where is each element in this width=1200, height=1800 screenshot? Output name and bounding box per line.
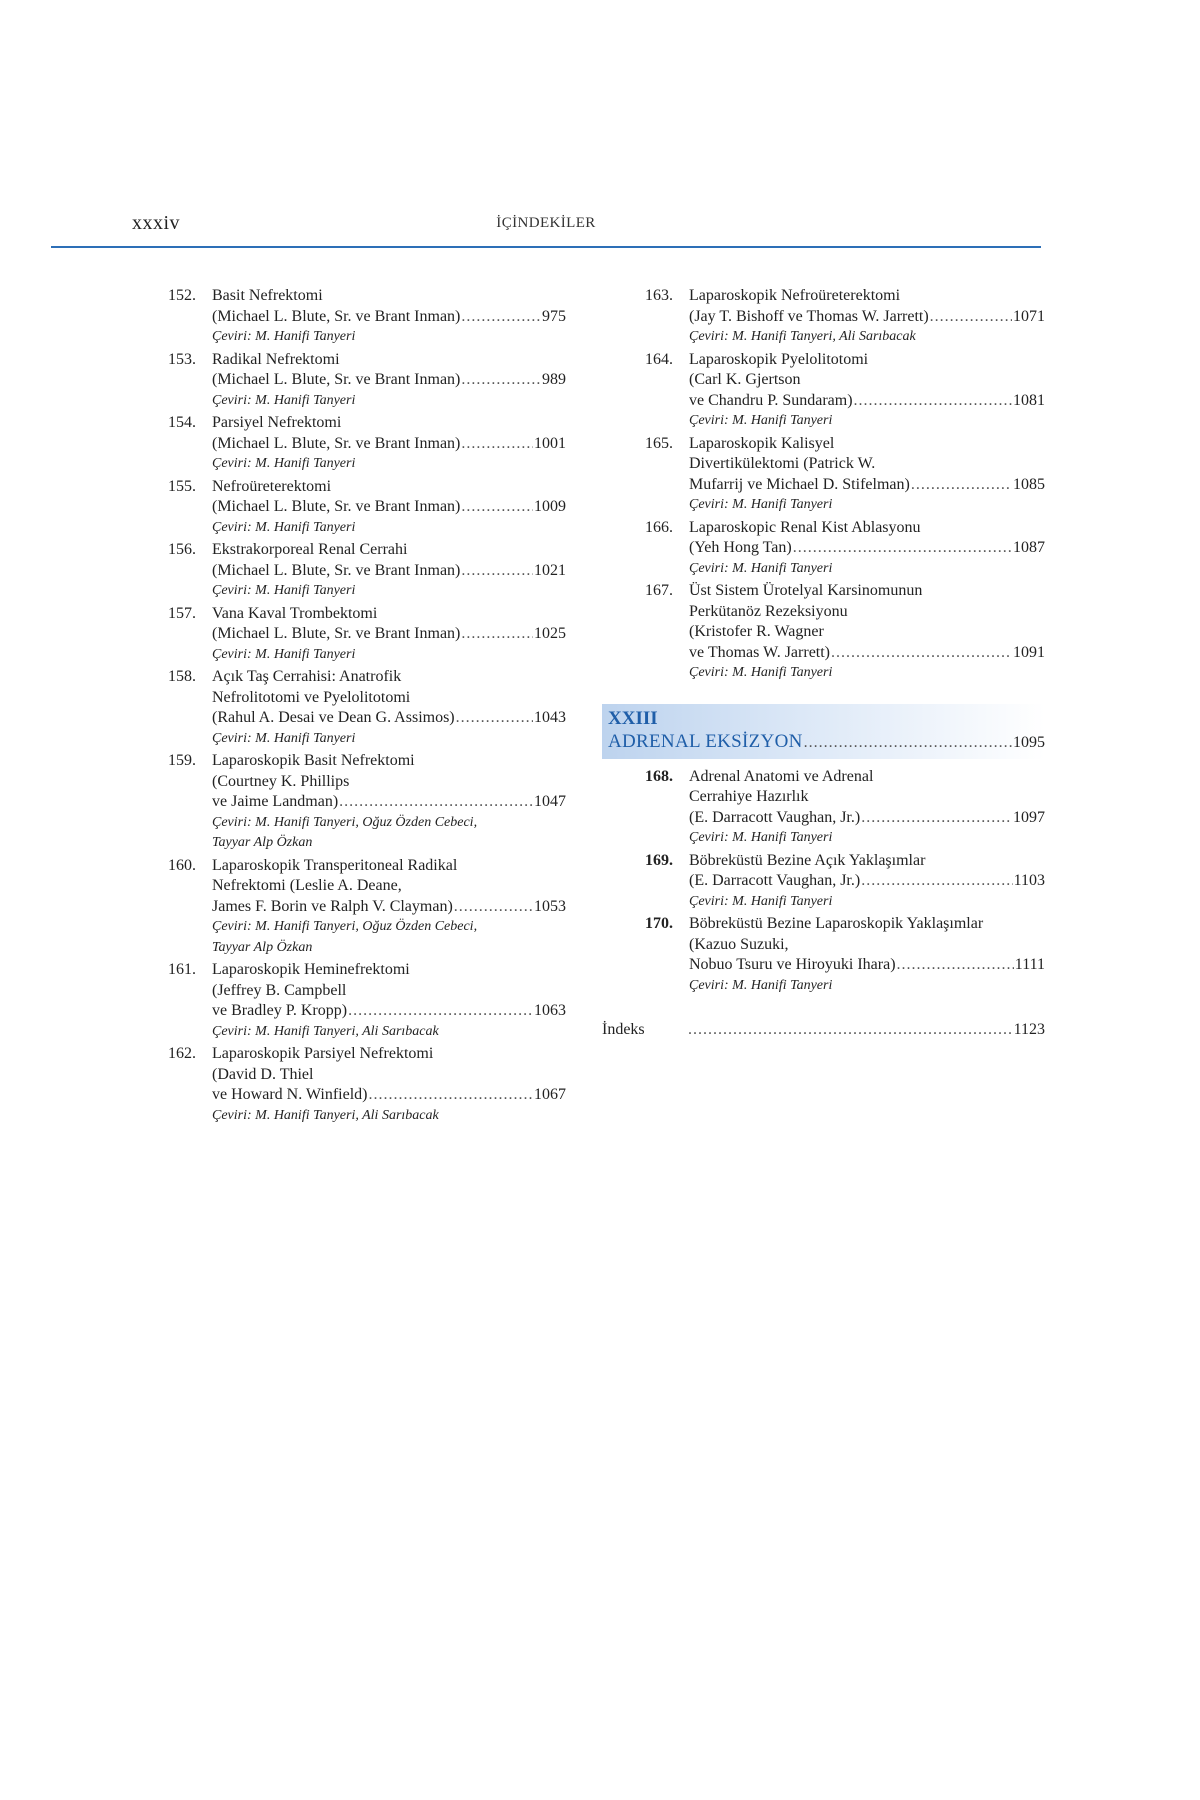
dot-leader [861, 808, 1012, 829]
translator-line: Çeviri: M. Hanifi Tanyeri [212, 456, 356, 471]
chapter-title-line: Laparoskopik Pyelolitotomi [689, 350, 869, 368]
chapter-title-line: Böbreküstü Bezine Laparoskopik Yaklaşımlar [689, 915, 984, 932]
translator-line: Çeviri: M. Hanifi Tanyeri [212, 646, 356, 662]
chapter-title-line: Laparoskopik Heminefrektomi [212, 961, 410, 978]
dot-leader [461, 561, 533, 582]
leader-row [689, 391, 1045, 412]
chapter-page: 1071 [1013, 307, 1045, 325]
chapter-author-text: Nobuo Tsuru ve Hiroyuki Ihara) [689, 956, 896, 973]
chapter-page: 1047 [534, 793, 566, 810]
toc-entry [168, 286, 566, 348]
chapter-number: 161. [168, 961, 196, 978]
translator-line: Çeviri: M. Hanifi Tanyeri [689, 830, 833, 845]
index-row [602, 1020, 1045, 1041]
leader-row [212, 624, 566, 645]
translator-line: Çeviri: M. Hanifi Tanyeri, Oğuz Özden Cebeci, [212, 814, 478, 830]
chapter-page: 1091 [1013, 643, 1045, 661]
chapter-title-line: Divertikülektomi (Patrick W. [689, 455, 876, 472]
part-title: ADRENAL EKSİZYON [608, 730, 803, 752]
chapter-title-line: (David D. Thiel [212, 1065, 314, 1083]
leader-row [212, 434, 566, 455]
running-header [51, 210, 1041, 248]
dot-leader [461, 624, 533, 645]
chapter-page: 989 [542, 371, 566, 388]
chapter-page: 1103 [1013, 872, 1045, 889]
chapter-page: 975 [542, 307, 566, 325]
dot-leader [831, 643, 1012, 664]
chapter-number: 155. [168, 477, 196, 495]
translator-line: Çeviri: M. Hanifi Tanyeri [212, 583, 356, 598]
toc-entry [645, 914, 1045, 996]
chapter-number: 157. [168, 604, 196, 622]
chapter-title-line: Perkütanöz Rezeksiyonu [689, 602, 848, 620]
toc-entry [645, 434, 1045, 516]
toc-entry [645, 851, 1045, 913]
leader-row [689, 808, 1045, 829]
dot-leader [456, 708, 533, 729]
chapter-title-line: Üst Sistem Ürotelyal Karsinomunun [689, 582, 923, 599]
leader-row [212, 561, 566, 582]
toc-entry [168, 604, 566, 666]
chapter-author-text: ve Thomas W. Jarrett) [689, 643, 831, 661]
chapter-page: 1053 [534, 897, 566, 915]
dot-leader [454, 897, 533, 918]
chapter-title-line: Radikal Nefrektomi [212, 350, 340, 368]
chapter-title-line: Ekstrakorporeal Renal Cerrahi [212, 541, 408, 558]
chapter-number: 156. [168, 541, 196, 558]
leader-row [212, 1001, 566, 1022]
leader-row [212, 792, 566, 813]
chapter-author-text: (Yeh Hong Tan) [689, 539, 792, 556]
chapter-number: 170. [645, 915, 673, 932]
chapter-author-text: ve Bradley P. Kropp) [212, 1002, 348, 1019]
toc-entry [168, 667, 566, 749]
chapter-title-line: Basit Nefrektomi [212, 287, 323, 304]
page-number: xxxiv [132, 212, 181, 234]
chapter-number: 169. [645, 851, 673, 869]
chapter-author-text: (Michael L. Blute, Sr. ve Brant Inman) [212, 625, 461, 642]
translator-line: Çeviri: M. Hanifi Tanyeri, Oğuz Özden Cebeci, [212, 919, 478, 934]
chapter-number: 159. [168, 752, 196, 769]
chapter-number: 163. [645, 287, 673, 304]
dot-leader [461, 497, 533, 518]
chapter-number: 168. [645, 767, 673, 785]
toc-part-entries [645, 767, 1045, 997]
chapter-number: 165. [645, 434, 673, 452]
chapter-title-line: Nefrektomi (Leslie A. Deane, [212, 877, 402, 894]
chapter-author-text: (Michael L. Blute, Sr. ve Brant Inman) [212, 434, 461, 452]
chapter-page: 1063 [534, 1002, 566, 1019]
chapter-title-line: Adrenal Anatomi ve Adrenal [689, 767, 874, 785]
leader-row [689, 538, 1045, 559]
translator-line: Çeviri: M. Hanifi Tanyeri, Ali Sarıbacak [212, 1107, 439, 1123]
translator-line: Tayyar Alp Özkan [212, 939, 313, 955]
chapter-author-text: ve Jaime Landman) [212, 793, 339, 810]
chapter-page: 1081 [1013, 391, 1045, 409]
chapter-title-line: Vana Kaval Trombektomi [212, 604, 378, 622]
translator-line: Çeviri: M. Hanifi Tanyeri, Ali Sarıbacak [689, 329, 916, 344]
chapter-title-line: Parsiyel Nefrektomi [212, 414, 342, 431]
toc-entry [168, 960, 566, 1042]
toc-entry [168, 350, 566, 412]
chapter-title-line: (Courtney K. Phillips [212, 772, 350, 790]
leader-row [689, 643, 1045, 664]
chapter-number: 158. [168, 668, 196, 685]
leader-row [212, 307, 566, 328]
translator-line: Tayyar Alp Özkan [212, 835, 313, 850]
chapter-page: 1067 [534, 1086, 566, 1103]
chapter-author-text: (Jay T. Bishoff ve Thomas W. Jarrett) [689, 307, 929, 325]
translator-line: Çeviri: M. Hanifi Tanyeri [689, 977, 833, 993]
toc-entry [168, 751, 566, 854]
translator-line: Çeviri: M. Hanifi Tanyeri [212, 329, 356, 344]
chapter-page: 1001 [534, 434, 566, 452]
chapter-title-line: Laparoskopik Transperitoneal Radikal [212, 856, 458, 874]
translator-line: Çeviri: M. Hanifi Tanyeri, Ali Sarıbacak [212, 1023, 439, 1039]
chapter-author-text: (Rahul A. Desai ve Dean G. Assimos) [212, 709, 455, 726]
translator-line: Çeviri: M. Hanifi Tanyeri [689, 560, 833, 576]
translator-line: Çeviri: M. Hanifi Tanyeri [689, 413, 833, 428]
chapter-title-line: Nefrolitotomi ve Pyelolitotomi [212, 688, 411, 706]
dot-leader [793, 538, 1012, 559]
chapter-number: 164. [645, 350, 673, 368]
chapter-author-text: (Michael L. Blute, Sr. ve Brant Inman) [212, 561, 461, 579]
chapter-author-text: (Michael L. Blute, Sr. ve Brant Inman) [212, 498, 461, 515]
translator-line: Çeviri: M. Hanifi Tanyeri [212, 519, 356, 535]
translator-line: Çeviri: M. Hanifi Tanyeri [689, 893, 833, 909]
part-title-row [608, 730, 1045, 755]
dot-leader [461, 434, 533, 455]
chapter-title-line: Laparoskopik Basit Nefrektomi [212, 752, 415, 769]
chapter-page: 1111 [1014, 956, 1045, 973]
dot-leader [368, 1085, 533, 1106]
running-title: İÇİNDEKİLER [496, 215, 596, 231]
part-page: 1095 [1013, 733, 1045, 751]
chapter-page: 1087 [1013, 539, 1045, 556]
chapter-title-line: (Carl K. Gjertson [689, 371, 801, 388]
translator-line: Çeviri: M. Hanifi Tanyeri [689, 497, 833, 512]
toc-entry [645, 286, 1045, 348]
toc-entry [645, 767, 1045, 849]
chapter-title-line: Böbreküstü Bezine Açık Yaklaşımlar [689, 851, 926, 869]
dot-leader [348, 1001, 533, 1022]
chapter-title-line: Nefroüreterektomi [212, 477, 332, 495]
chapter-page: 1043 [534, 709, 566, 726]
chapter-title-line: Laparoskopik Nefroüreterektomi [689, 287, 901, 304]
chapter-page: 1025 [534, 625, 566, 642]
chapter-page: 1009 [534, 498, 566, 515]
chapter-number: 152. [168, 287, 196, 304]
dot-leader [854, 391, 1012, 412]
part-heading [602, 704, 1045, 759]
leader-row [689, 955, 1045, 976]
chapter-page: 1021 [534, 561, 566, 579]
dot-leader [930, 307, 1012, 328]
translator-line: Çeviri: M. Hanifi Tanyeri [212, 730, 356, 746]
chapter-author-text: (Michael L. Blute, Sr. ve Brant Inman) [212, 307, 461, 325]
dot-leader [688, 1020, 1013, 1041]
chapter-number: 154. [168, 414, 196, 431]
leader-row [212, 370, 566, 391]
chapter-number: 162. [168, 1045, 196, 1062]
chapter-page: 1097 [1013, 808, 1045, 826]
dot-leader [339, 792, 533, 813]
chapter-author-text: (E. Darracott Vaughan, Jr.) [689, 808, 861, 826]
toc-entry [645, 581, 1045, 684]
dot-leader [861, 871, 1012, 892]
dot-leader [461, 307, 541, 328]
dot-leader [461, 370, 541, 391]
chapter-title-line: Laparoskopik Kalisyel [689, 434, 835, 452]
index-page: 1123 [1013, 1021, 1045, 1038]
index-label: İndeks [602, 1021, 645, 1038]
part-number: XXIII [608, 707, 658, 729]
leader-row [689, 307, 1045, 328]
toc-entry [168, 856, 566, 959]
chapter-title-line: Laparoskopik Parsiyel Nefrektomi [212, 1045, 434, 1062]
chapter-title-line: (Jeffrey B. Campbell [212, 981, 347, 999]
translator-line: Çeviri: M. Hanifi Tanyeri [689, 665, 833, 680]
chapter-title-line: (Kristofer R. Wagner [689, 623, 824, 640]
chapter-author-text: (E. Darracott Vaughan, Jr.) [689, 872, 861, 889]
chapter-title-line: (Kazuo Suzuki, [689, 935, 789, 953]
leader-row [212, 897, 566, 918]
toc-right-entries [645, 286, 1045, 684]
toc-entry [168, 413, 566, 475]
chapter-author-text: (Michael L. Blute, Sr. ve Brant Inman) [212, 371, 461, 388]
dot-leader [897, 955, 1014, 976]
dot-leader [804, 731, 1012, 755]
chapter-title-line: Laparoskopic Renal Kist Ablasyonu [689, 518, 921, 536]
leader-row [689, 475, 1045, 496]
chapter-title-line: Cerrahiye Hazırlık [689, 788, 809, 805]
chapter-number: 166. [645, 518, 673, 536]
leader-row [212, 1085, 566, 1106]
chapter-author-text: James F. Borin ve Ralph V. Clayman) [212, 897, 453, 915]
toc-entry [168, 1044, 566, 1126]
toc-entry [168, 477, 566, 539]
translator-line: Çeviri: M. Hanifi Tanyeri [212, 392, 356, 408]
toc-right-column [602, 286, 1045, 1041]
toc-entry [645, 350, 1045, 432]
chapter-number: 167. [645, 582, 673, 599]
dot-leader [911, 475, 1012, 496]
chapter-author-text: ve Chandru P. Sundaram) [689, 391, 853, 409]
toc-left-column [168, 286, 566, 1128]
chapter-author-text: ve Howard N. Winfield) [212, 1086, 368, 1103]
leader-row [212, 708, 566, 729]
chapter-author-text: Mufarrij ve Michael D. Stifelman) [689, 475, 910, 493]
chapter-page: 1085 [1013, 475, 1045, 493]
toc-entry [645, 518, 1045, 580]
leader-row [689, 871, 1045, 892]
leader-row [212, 497, 566, 518]
toc-entry [168, 540, 566, 602]
chapter-number: 160. [168, 856, 196, 874]
chapter-title-line: Açık Taş Cerrahisi: Anatrofik [212, 668, 402, 685]
chapter-number: 153. [168, 350, 196, 368]
